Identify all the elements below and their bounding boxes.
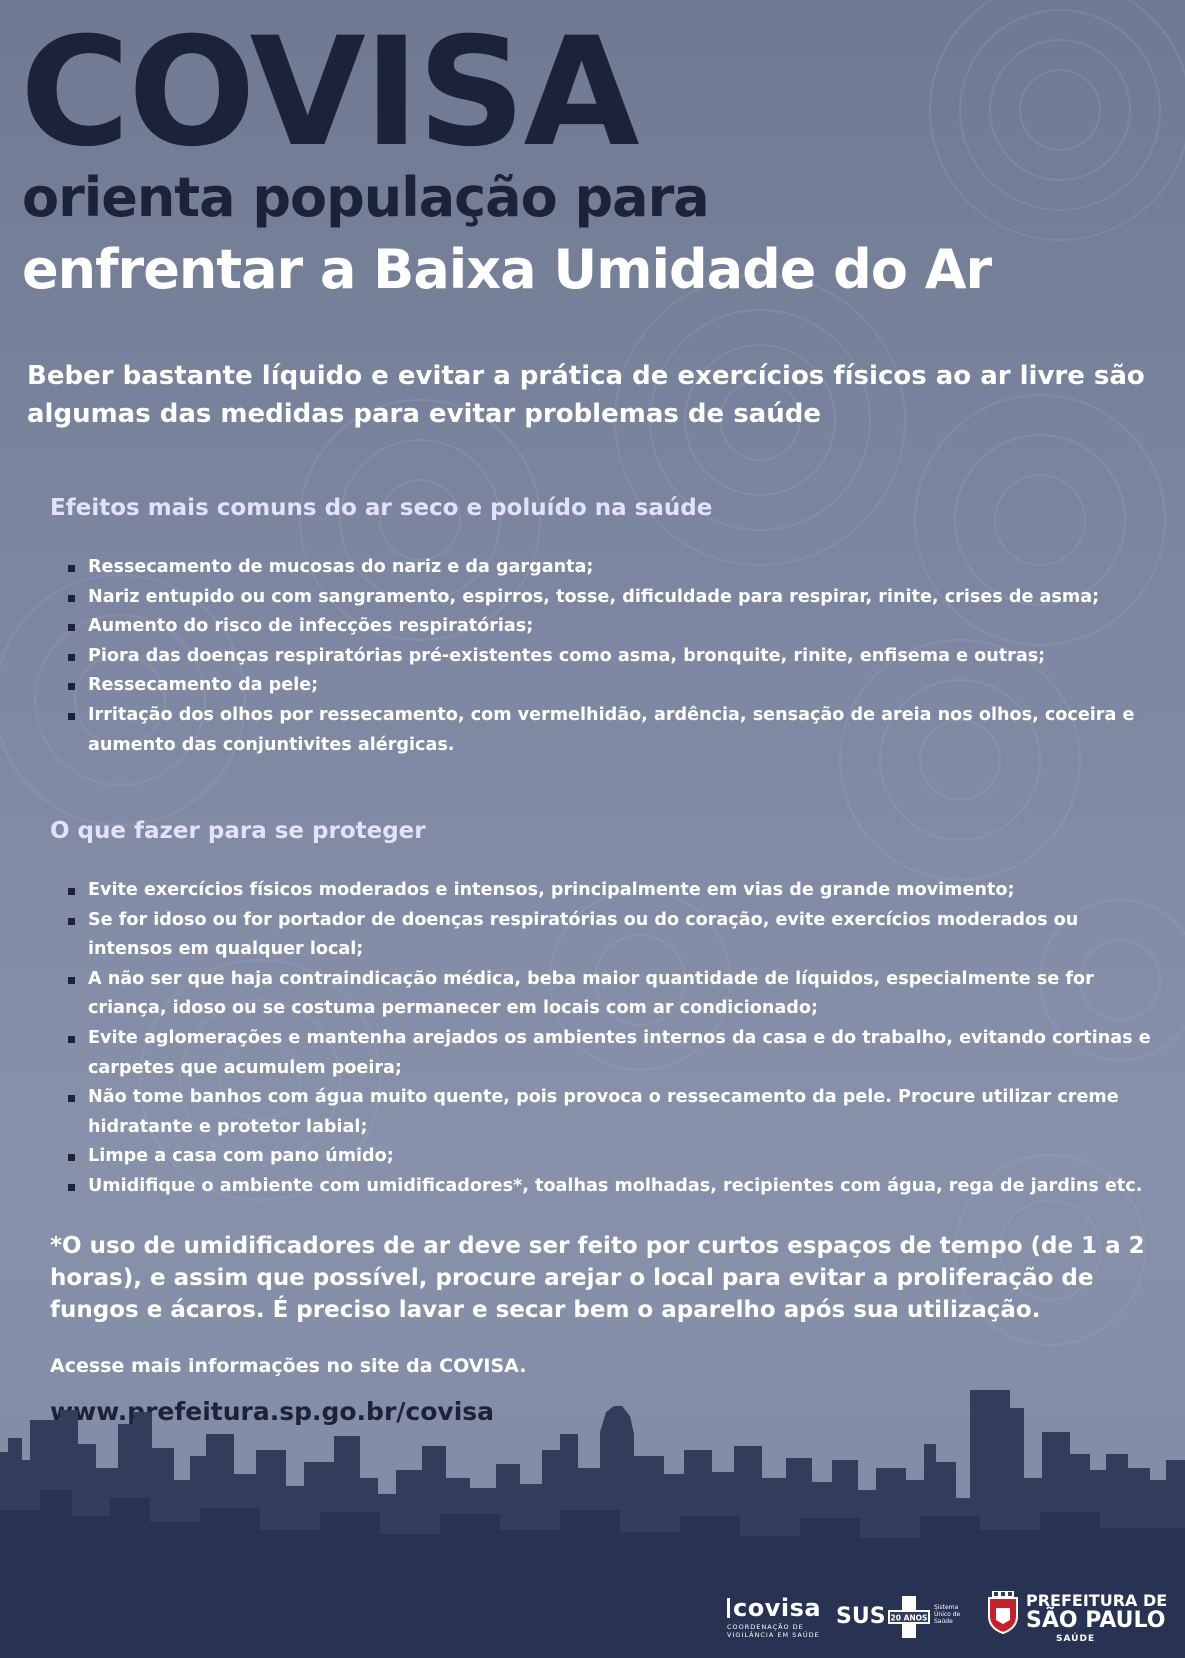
lead-paragraph: Beber bastante líquido e evitar a prática de exercícios físicos ao ar livre são algumas das medidas para evitar problemas de saúde (27, 361, 1145, 429)
list-item: Piora das doenças respiratórias pré-existentes como asma, bronquite, rinite, enfisema e outras; (66, 642, 1161, 672)
list-item: Evite exercícios físicos moderados e intensos, principalmente em vias de grande movimento; (66, 876, 1161, 906)
brand-title: COVISA (20, 6, 638, 180)
list-item: A não ser que haja contraindicação médica, beba maior quantidade de líquidos, especialmente se for criança, idoso ou se costuma permanecer em locais com ar condicionado; (66, 965, 1161, 1024)
protect-list (66, 876, 1161, 1202)
website-link[interactable]: www.prefeitura.sp.go.br/covisa (50, 1397, 495, 1426)
list-item: Aumento do risco de infecções respiratórias; (66, 612, 1161, 642)
list-item: Evite aglomerações e mantenha arejados os ambientes internos da casa e do trabalho, evitando cortinas e carpetes que acumulem poeira; (66, 1024, 1161, 1083)
prefeitura-sao-paulo-logo (986, 1588, 1166, 1650)
sus-years-label: 20 ANOS (890, 1613, 928, 1623)
list-item: Nariz entupido ou com sangramento, espirros, tosse, dificuldade para respirar, rinite, crises de asma; (66, 583, 1161, 613)
list-item: Ressecamento da pele; (66, 671, 1161, 701)
prefeitura-line-1: PREFEITURA DE (1026, 1591, 1168, 1610)
prefeitura-line-3: SAÚDE (1056, 1634, 1096, 1644)
effects-list (66, 553, 1161, 760)
covisa-logo (727, 1595, 823, 1645)
headline-line-2: enfrentar a Baixa Umidade do Ar (22, 238, 992, 301)
protect-section-title: O que fazer para se proteger (50, 818, 426, 844)
headline-line-1: orienta população para (22, 166, 709, 229)
list-item: Umidifique o ambiente com umidificadores*, toalhas molhadas, recipientes com água, rega de jardins etc. (66, 1172, 1161, 1202)
prefeitura-line-2: SÃO PAULO (1026, 1608, 1166, 1633)
covisa-logo-name: covisa (733, 1594, 822, 1622)
effects-section-title: Efeitos mais comuns do ar seco e poluído na saúde (50, 495, 713, 521)
more-info-text: Acesse mais informações no site da COVISA. (50, 1355, 527, 1377)
sus-logo (836, 1596, 971, 1642)
sus-logo-subtitle: Sistema Único de Saúde (934, 1604, 961, 1625)
list-item: Se for idoso ou for portador de doenças respiratórias ou do coração, evite exercícios moderados ou intensos em qualquer local; (66, 906, 1161, 965)
list-item: Não tome banhos com água muito quente, pois provoca o ressecamento da pele. Procure utilizar creme hidratante e protetor labial; (66, 1083, 1161, 1142)
list-item: Ressecamento de mucosas do nariz e da garganta; (66, 553, 1161, 583)
humidifier-note: *O uso de umidificadores de ar deve ser feito por curtos espaços de tempo (de 1 a 2 horas), e assim que possível, procure arejar o local para evitar a proliferação de fungos e ácaros. É preciso lavar e secar bem o aparelho após sua utilização. (50, 1233, 1145, 1323)
sus-cross-icon (888, 1596, 930, 1638)
city-crest-icon (986, 1590, 1020, 1634)
list-item: Limpe a casa com pano úmido; (66, 1142, 1161, 1172)
covisa-logo-subtitle: COORDENAÇÃO DE VIGILÂNCIA EM SAÚDE (727, 1623, 820, 1639)
list-item: Irritação dos olhos por ressecamento, com vermelhidão, ardência, sensação de areia nos olhos, coceira e aumento das conjuntivites alérgicas. (66, 701, 1161, 760)
sus-logo-name: SUS (836, 1604, 886, 1629)
